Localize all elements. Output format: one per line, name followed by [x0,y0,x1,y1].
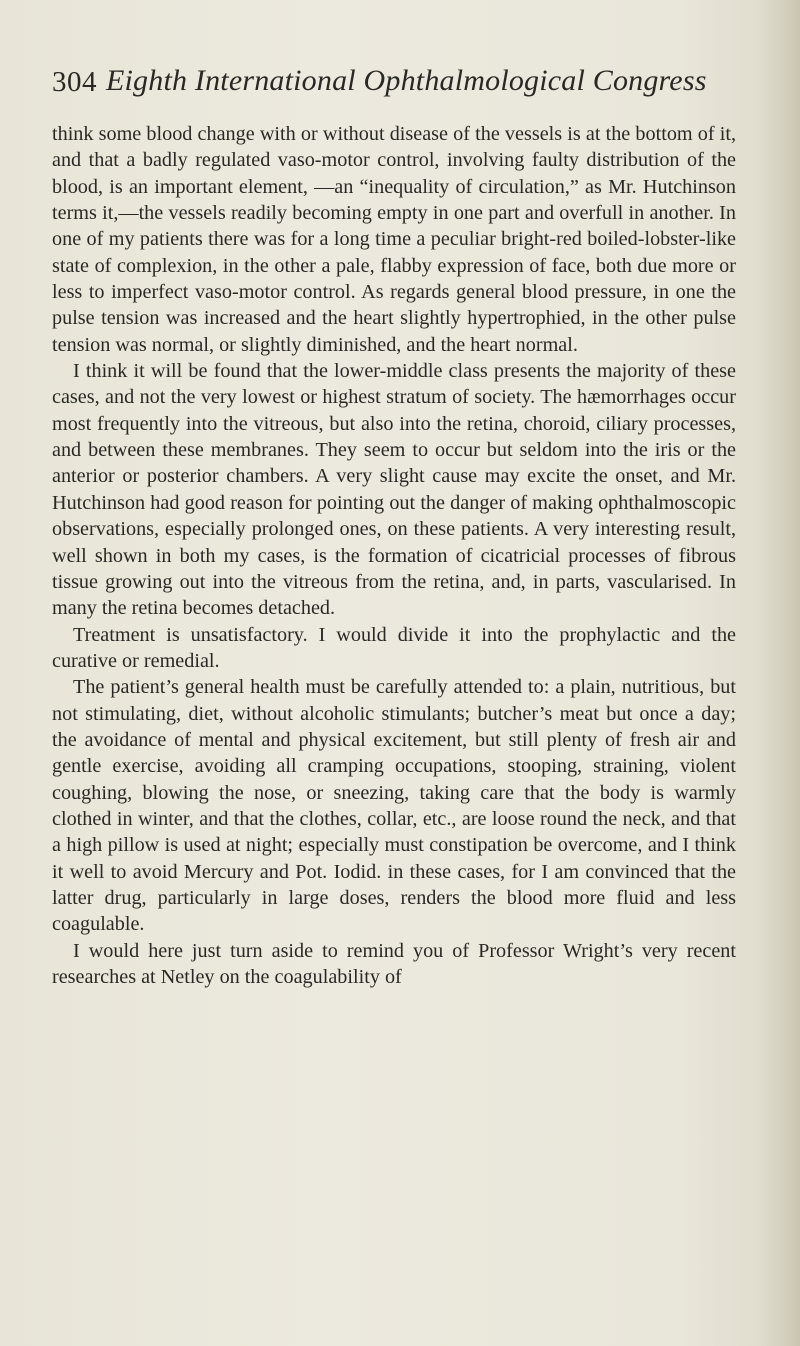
paragraph-general-health: The patient’s general health must be carefully attended to: a plain, nutritious, but not stimulating, diet, without alcoholic stimulants; butcher’s meat but once a day; the avoidance of mental and physical excitement, but still plenty of fresh air and gentle exercise, avoiding all cramping occupations, stooping, straining, violent coughing, blowing the nose, or sneezing, taking care that the body is warmly clothed in winter, and that the clothes, collar, etc., are loose round the neck, and that a high pillow is used at night; especially must constipation be overcome, and I think it well to avoid Mercury and Pot. Iodid. in these cases, for I am convinced that the latter drug, particularly in large doses, renders the blood more fluid and less coagulable. [52,676,736,936]
paragraph-haemorrhages: I think it will be found that the lower-middle class presents the majority of these cases, and not the very lowest or highest stratum of society. The hæmorrhages occur most frequently into the vitreous, but also into the retina, choroid, ciliary processes, and between these membranes. They seem to occur but seldom into the iris or the anterior or posterior chambers. A very slight cause may excite the onset, and Mr. Hutchinson had good reason for pointing out the danger of making ophthalmoscopic observations, especially prolonged ones, on these patients. A very interesting result, well shown in both my cases, is the formation of cicatricial processes of fibrous tissue growing out into the vitreous from the retina, and, in parts, vascularised. In many the retina becomes detached. [52,360,736,620]
paragraph-continued: think some blood change with or without disease of the vessels is at the bottom of it, and that a badly regulated vaso-motor control, involving faulty distribution of the blood, is an important element, —an “inequality of circulation,” as Mr. Hutchinson terms it,—the vessels readily becoming empty in one part and overfull in another. In one of my patients there was for a long time a peculiar bright-red boiled-lobster-like state of complexion, in the other a pale, flabby expression of face, both due more or less to imperfect vaso-motor control. As regards general blood pressure, in one the pulse tension was increased and the heart slightly hypertrophied, in the other pulse tension was normal, or slightly diminished, and the heart normal. [52,123,736,356]
paragraph-coagulability: I would here just turn aside to remind you of Professor Wright’s very recent researches at Netley on the coagulability of [52,939,736,988]
running-title: Eighth International Ophthalmological Congress [106,64,707,97]
body-text [52,121,736,990]
page-edge-shadow [760,0,800,1346]
paragraph-treatment: Treatment is unsatisfactory. I would divide it into the prophylactic and the curative or remedial. [52,623,736,672]
page-header [52,66,752,110]
page-number: 304 [52,66,97,98]
